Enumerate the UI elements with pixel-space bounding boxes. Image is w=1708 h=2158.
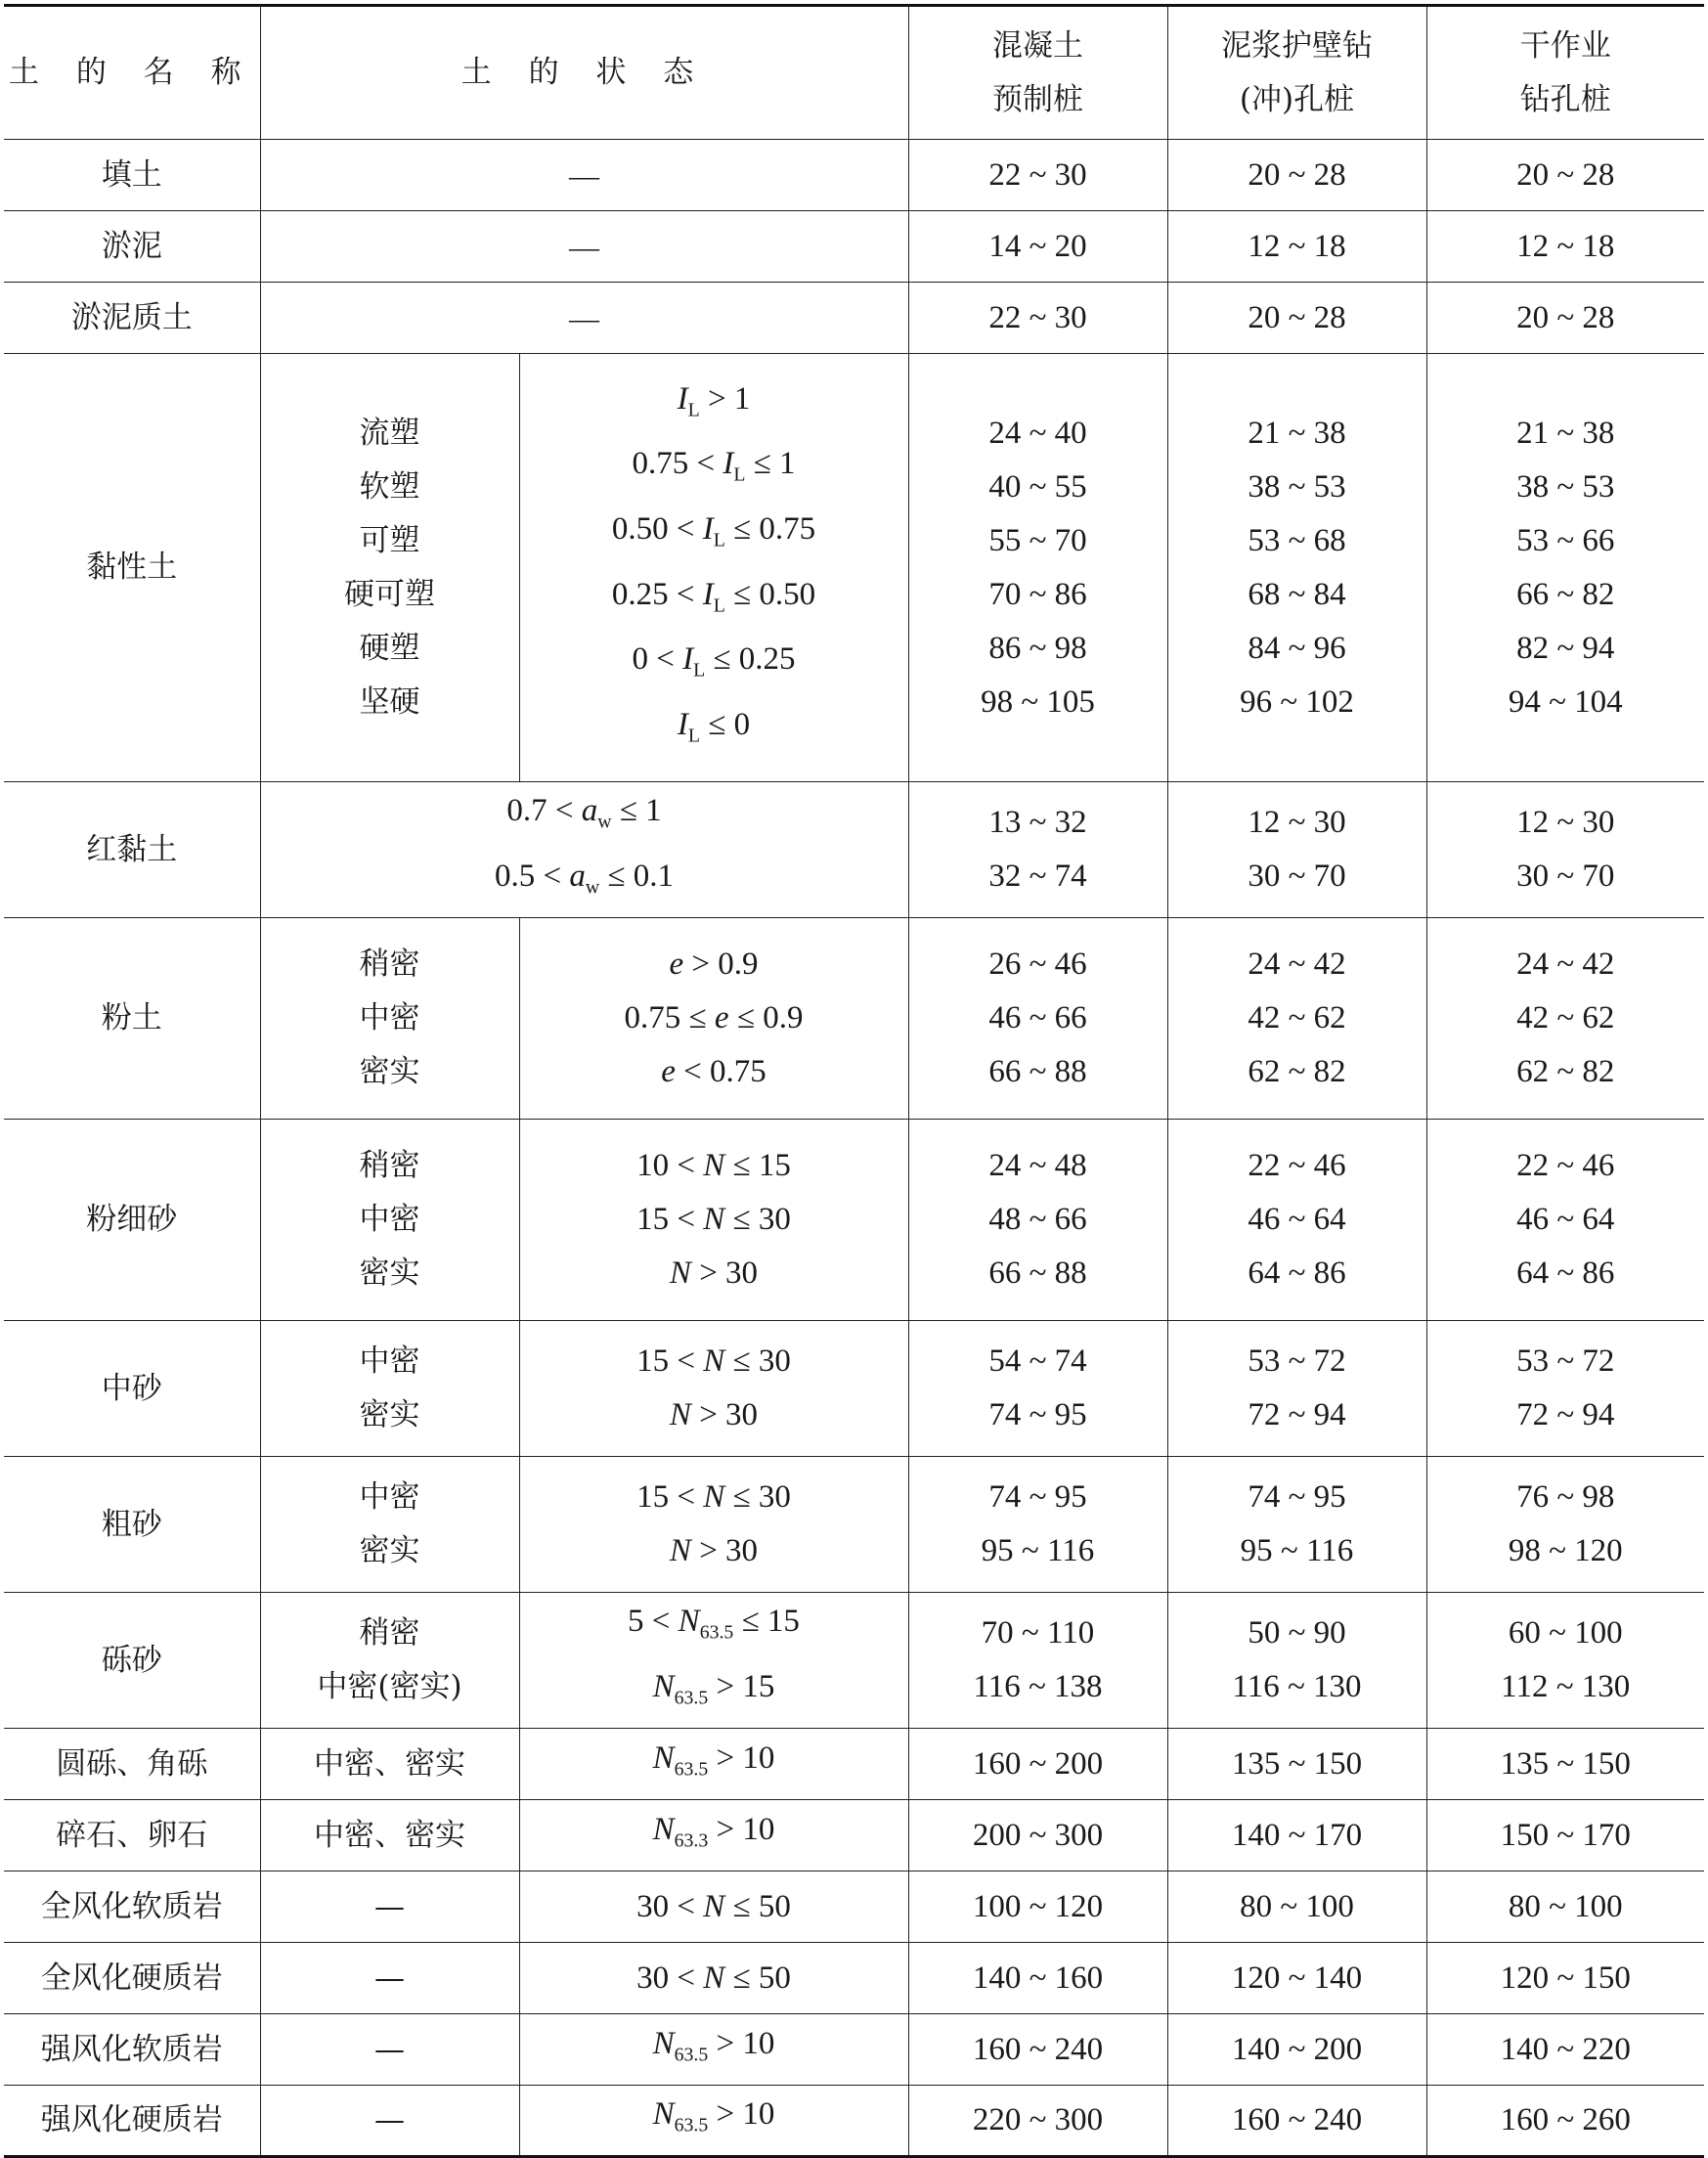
header-soil-name: 土 的 名 称	[4, 6, 260, 140]
cell-line: 填土	[101, 156, 162, 193]
cell-line: —	[569, 300, 599, 335]
value-line: 12 ~ 30	[1248, 805, 1346, 840]
precast-pile-value-cell	[908, 1943, 1167, 2014]
dry-pile-value-cell	[1426, 1872, 1704, 1943]
mud-pile-value-cell	[1167, 1872, 1426, 1943]
value-line: 12 ~ 18	[1248, 228, 1346, 264]
value-line: 46 ~ 64	[1248, 1202, 1346, 1237]
value-line: 22 ~ 46	[1516, 1148, 1615, 1183]
soil-state-cell	[260, 1872, 519, 1943]
value-line: 66 ~ 88	[988, 1255, 1087, 1291]
value-line: 60 ~ 100	[1508, 1615, 1623, 1651]
cell-line: 粉细砂	[86, 1202, 178, 1237]
table-row	[4, 2014, 1704, 2086]
precast-pile-value-cell	[908, 1321, 1167, 1457]
soil-name-cell	[4, 1593, 260, 1729]
soil-name-cell	[4, 1800, 260, 1872]
soil-state-cell	[260, 283, 908, 354]
value-line: 120 ~ 140	[1231, 1960, 1363, 1996]
header-line: 泥浆护壁钻	[1221, 27, 1373, 64]
state-line: 软塑	[359, 468, 420, 505]
condition-line: 10 < N ≤ 15	[636, 1148, 791, 1183]
soil-state-cell	[260, 1729, 519, 1800]
precast-pile-value-cell	[908, 140, 1167, 211]
value-line: 53 ~ 66	[1516, 522, 1615, 558]
dry-pile-value-cell	[1426, 918, 1704, 1120]
header-soil-state: 土 的 状 态	[260, 6, 908, 140]
value-line: 86 ~ 98	[988, 630, 1087, 666]
value-line: 95 ~ 116	[981, 1533, 1095, 1568]
precast-pile-value-cell	[908, 283, 1167, 354]
table-row	[4, 140, 1704, 211]
value-line: 20 ~ 28	[1248, 299, 1346, 335]
value-line: 42 ~ 62	[1248, 1000, 1346, 1035]
precast-pile-value-cell	[908, 211, 1167, 283]
soil-state-cell	[260, 1321, 519, 1457]
state-line: 硬塑	[359, 630, 420, 666]
precast-pile-value-cell	[908, 1457, 1167, 1593]
value-line: 62 ~ 82	[1516, 1054, 1615, 1089]
precast-pile-value-cell	[908, 2014, 1167, 2086]
header-dry-pile	[1426, 6, 1704, 140]
dry-pile-value-cell	[1426, 1943, 1704, 2014]
precast-pile-value-cell	[908, 354, 1167, 782]
soil-name-cell	[4, 782, 260, 918]
dry-pile-value-cell	[1426, 1729, 1704, 1800]
soil-condition-cell	[519, 1321, 908, 1457]
value-line: 21 ~ 38	[1516, 415, 1615, 451]
soil-state-cell	[260, 1457, 519, 1593]
condition-line: N > 30	[669, 1255, 759, 1291]
state-line: 稍密	[359, 947, 420, 982]
soil-name-cell	[4, 918, 260, 1120]
soil-condition-cell	[519, 1872, 908, 1943]
condition-line: $N_{63.5} > 15$	[652, 1669, 775, 1709]
value-line: 30 ~ 70	[1516, 859, 1615, 894]
soil-state-cell	[260, 2014, 519, 2086]
value-line: 66 ~ 88	[988, 1054, 1087, 1089]
header-precast-pile	[908, 6, 1167, 140]
soil-state-cell	[260, 1800, 519, 1872]
value-line: 40 ~ 55	[988, 468, 1087, 505]
condition-line: $0 < I_L \le 0.25$	[632, 641, 796, 682]
state-line: 硬可塑	[344, 576, 435, 612]
value-line: 50 ~ 90	[1248, 1615, 1346, 1651]
state-line: 中密(密实)	[317, 1669, 462, 1704]
value-line: 14 ~ 20	[988, 228, 1087, 264]
cell-line: 淤泥	[101, 228, 162, 264]
mud-pile-value-cell	[1167, 782, 1426, 918]
value-line: 96 ~ 102	[1240, 683, 1354, 720]
soil-state-cell	[260, 140, 908, 211]
soil-condition-cell	[519, 918, 908, 1120]
header-line: 混凝土	[992, 27, 1083, 64]
header-line: 干作业	[1519, 27, 1611, 64]
dry-pile-value-cell	[1426, 211, 1704, 283]
soil-condition-cell	[519, 1457, 908, 1593]
value-line: 32 ~ 74	[988, 859, 1087, 894]
soil-state-cell	[260, 2086, 519, 2157]
soil-name-cell	[4, 354, 260, 782]
condition-line: $N_{63.5} > 10$	[652, 1740, 775, 1781]
value-line: 22 ~ 30	[988, 156, 1087, 193]
condition-line: $0.75 < I_L \le 1$	[632, 446, 796, 486]
condition-line: $N_{63.3} > 10$	[652, 1811, 775, 1852]
mud-pile-value-cell	[1167, 1593, 1426, 1729]
dry-pile-value-cell	[1426, 354, 1704, 782]
value-line: 116 ~ 138	[973, 1669, 1103, 1704]
value-line: 20 ~ 28	[1516, 299, 1615, 335]
value-line: 26 ~ 46	[988, 947, 1087, 982]
value-line: 53 ~ 68	[1248, 522, 1346, 558]
mud-pile-value-cell	[1167, 2086, 1426, 2157]
value-line: 20 ~ 28	[1248, 156, 1346, 193]
value-line: 53 ~ 72	[1248, 1343, 1346, 1379]
value-line: 24 ~ 40	[988, 415, 1087, 451]
cell-line: —	[569, 229, 599, 264]
value-line: 94 ~ 104	[1508, 683, 1623, 720]
value-line: 120 ~ 150	[1500, 1960, 1631, 1996]
condition-line: $0.50 < I_L \le 0.75$	[611, 510, 816, 551]
condition-line: $I_L \le 0$	[677, 706, 751, 747]
state-line: —	[374, 2031, 405, 2067]
mud-pile-value-cell	[1167, 1943, 1426, 2014]
value-line: 24 ~ 42	[1248, 947, 1346, 982]
value-line: 100 ~ 120	[972, 1888, 1104, 1924]
value-line: 12 ~ 18	[1516, 228, 1615, 264]
dry-pile-value-cell	[1426, 1593, 1704, 1729]
soil-condition-cell	[519, 1800, 908, 1872]
condition-line: 30 < N ≤ 50	[636, 1960, 791, 1996]
condition-line: e > 0.9	[669, 947, 759, 982]
cell-line: 全风化硬质岩	[40, 1960, 223, 1996]
value-line: 24 ~ 42	[1516, 947, 1615, 982]
cell-line: 砾砂	[101, 1642, 162, 1678]
precast-pile-value-cell	[908, 782, 1167, 918]
condition-line: $0.7 < a_w \le 1$	[506, 793, 662, 833]
soil-condition-cell	[519, 354, 908, 782]
value-line: 135 ~ 150	[1500, 1745, 1631, 1782]
cell-line: 中砂	[101, 1370, 162, 1406]
state-line: —	[374, 1960, 405, 1996]
value-line: 12 ~ 30	[1516, 805, 1615, 840]
soil-state-cell	[260, 918, 519, 1120]
soil-name-cell	[4, 1120, 260, 1321]
value-line: 53 ~ 72	[1516, 1343, 1615, 1379]
table-row	[4, 1593, 1704, 1729]
table-row	[4, 1321, 1704, 1457]
cell-line: 红黏土	[86, 831, 178, 867]
state-line: 中密	[359, 1202, 420, 1237]
state-line: 密实	[359, 1054, 420, 1089]
value-line: 48 ~ 66	[988, 1202, 1087, 1237]
cell-line: 碎石、卵石	[56, 1817, 208, 1853]
dry-pile-value-cell	[1426, 1800, 1704, 1872]
value-line: 20 ~ 28	[1516, 156, 1615, 193]
value-line: 46 ~ 66	[988, 1000, 1087, 1035]
mud-pile-value-cell	[1167, 283, 1426, 354]
value-line: 160 ~ 240	[972, 2031, 1104, 2067]
condition-line: $N_{63.5} > 10$	[652, 2025, 775, 2066]
mud-pile-value-cell	[1167, 1457, 1426, 1593]
header-line: (冲)孔桩	[1239, 81, 1355, 117]
soil-name-cell	[4, 1943, 260, 2014]
value-line: 72 ~ 94	[1516, 1397, 1615, 1432]
soil-name-cell	[4, 1457, 260, 1593]
mud-pile-value-cell	[1167, 1729, 1426, 1800]
mud-pile-value-cell	[1167, 918, 1426, 1120]
condition-line: 15 < N ≤ 30	[636, 1479, 791, 1515]
value-line: 24 ~ 48	[988, 1148, 1087, 1183]
soil-state-cell	[260, 211, 908, 283]
value-line: 13 ~ 32	[988, 805, 1087, 840]
value-line: 54 ~ 74	[988, 1343, 1087, 1379]
value-line: 84 ~ 96	[1248, 630, 1346, 666]
value-line: 82 ~ 94	[1516, 630, 1615, 666]
table-row	[4, 2086, 1704, 2157]
value-line: 98 ~ 105	[981, 683, 1095, 720]
condition-line: $5 < N_{63.5} \le 15$	[628, 1604, 800, 1644]
table-row	[4, 782, 1704, 918]
pile-side-resistance-table	[4, 4, 1704, 2158]
state-line: 中密	[359, 1343, 420, 1379]
table-row	[4, 918, 1704, 1120]
soil-condition-cell	[260, 782, 908, 918]
dry-pile-value-cell	[1426, 2014, 1704, 2086]
soil-condition-cell	[519, 2086, 908, 2157]
state-line: —	[374, 2102, 405, 2137]
state-line: 稍密	[359, 1148, 420, 1183]
cell-line: 粗砂	[101, 1506, 162, 1542]
value-line: 150 ~ 170	[1500, 1817, 1631, 1853]
value-line: 220 ~ 300	[972, 2102, 1104, 2137]
condition-line: $N_{63.5} > 10$	[652, 2096, 775, 2136]
precast-pile-value-cell	[908, 918, 1167, 1120]
value-line: 160 ~ 200	[972, 1745, 1104, 1782]
condition-line: $I_L > 1$	[677, 380, 751, 421]
mud-pile-value-cell	[1167, 211, 1426, 283]
dry-pile-value-cell	[1426, 283, 1704, 354]
soil-name-cell	[4, 2014, 260, 2086]
soil-name-cell	[4, 283, 260, 354]
cell-line: —	[569, 157, 599, 193]
mud-pile-value-cell	[1167, 1321, 1426, 1457]
state-line: 可塑	[359, 522, 420, 558]
value-line: 66 ~ 82	[1516, 576, 1615, 612]
condition-line: e < 0.75	[661, 1054, 766, 1089]
mud-pile-value-cell	[1167, 2014, 1426, 2086]
soil-name-cell	[4, 1872, 260, 1943]
soil-condition-cell	[519, 1120, 908, 1321]
table-row	[4, 1120, 1704, 1321]
condition-line: $0.5 < a_w \le 0.1$	[494, 859, 675, 899]
value-line: 64 ~ 86	[1516, 1255, 1615, 1291]
condition-line: 0.75 ≤ e ≤ 0.9	[624, 1000, 804, 1035]
value-line: 140 ~ 200	[1231, 2031, 1363, 2067]
precast-pile-value-cell	[908, 1872, 1167, 1943]
value-line: 68 ~ 84	[1248, 576, 1346, 612]
table-row	[4, 354, 1704, 782]
state-line: 中密	[359, 1479, 420, 1515]
condition-line: 15 < N ≤ 30	[636, 1202, 791, 1237]
precast-pile-value-cell	[908, 1800, 1167, 1872]
state-line: 密实	[359, 1255, 420, 1291]
condition-line: 30 < N ≤ 50	[636, 1888, 791, 1924]
value-line: 112 ~ 130	[1501, 1669, 1631, 1704]
header-row	[4, 6, 1704, 140]
value-line: 70 ~ 110	[981, 1615, 1095, 1651]
precast-pile-value-cell	[908, 1729, 1167, 1800]
condition-line: N > 30	[669, 1397, 759, 1432]
state-line: 流塑	[359, 415, 420, 451]
soil-state-cell	[260, 1120, 519, 1321]
cell-line: 圆砾、角砾	[56, 1745, 208, 1782]
table-row	[4, 211, 1704, 283]
mud-pile-value-cell	[1167, 1800, 1426, 1872]
state-line: 稍密	[359, 1615, 420, 1651]
cell-line: 全风化软质岩	[40, 1888, 223, 1924]
cell-line: 粉土	[101, 1000, 162, 1035]
table-row	[4, 1872, 1704, 1943]
value-line: 72 ~ 94	[1248, 1397, 1346, 1432]
value-line: 74 ~ 95	[988, 1397, 1087, 1432]
value-line: 74 ~ 95	[988, 1479, 1087, 1515]
dry-pile-value-cell	[1426, 2086, 1704, 2157]
value-line: 55 ~ 70	[988, 522, 1087, 558]
soil-condition-cell	[519, 1943, 908, 2014]
precast-pile-value-cell	[908, 1120, 1167, 1321]
cell-line: 强风化硬质岩	[40, 2102, 223, 2137]
precast-pile-value-cell	[908, 2086, 1167, 2157]
value-line: 116 ~ 130	[1232, 1669, 1362, 1704]
condition-line: 15 < N ≤ 30	[636, 1343, 791, 1379]
value-line: 160 ~ 240	[1231, 2102, 1363, 2137]
cell-line: 强风化软质岩	[40, 2031, 223, 2067]
state-line: 中密	[359, 1000, 420, 1035]
soil-condition-cell	[519, 2014, 908, 2086]
value-line: 42 ~ 62	[1516, 1000, 1615, 1035]
cell-line: 黏性土	[86, 550, 178, 585]
precast-pile-value-cell	[908, 1593, 1167, 1729]
value-line: 70 ~ 86	[988, 576, 1087, 612]
condition-line: $0.25 < I_L \le 0.50$	[611, 576, 816, 617]
dry-pile-value-cell	[1426, 140, 1704, 211]
value-line: 140 ~ 170	[1231, 1817, 1363, 1853]
value-line: 22 ~ 46	[1248, 1148, 1346, 1183]
value-line: 140 ~ 220	[1500, 2031, 1631, 2067]
value-line: 95 ~ 116	[1240, 1533, 1354, 1568]
state-line: 坚硬	[359, 683, 420, 720]
soil-condition-cell	[519, 1729, 908, 1800]
state-line: 中密、密实	[314, 1745, 465, 1782]
value-line: 30 ~ 70	[1248, 859, 1346, 894]
state-line: 密实	[359, 1533, 420, 1568]
value-line: 80 ~ 100	[1508, 1888, 1623, 1924]
state-line: 中密、密实	[314, 1817, 465, 1853]
value-line: 22 ~ 30	[988, 299, 1087, 335]
value-line: 62 ~ 82	[1248, 1054, 1346, 1089]
value-line: 200 ~ 300	[972, 1817, 1104, 1853]
header-line: 钻孔桩	[1519, 81, 1611, 117]
cell-line: 淤泥质土	[70, 299, 193, 335]
value-line: 76 ~ 98	[1516, 1479, 1615, 1515]
mud-pile-value-cell	[1167, 354, 1426, 782]
value-line: 38 ~ 53	[1516, 468, 1615, 505]
soil-name-cell	[4, 211, 260, 283]
soil-name-cell	[4, 1729, 260, 1800]
value-line: 160 ~ 260	[1500, 2102, 1631, 2137]
value-line: 98 ~ 120	[1508, 1533, 1623, 1568]
table-row	[4, 283, 1704, 354]
dry-pile-value-cell	[1426, 1457, 1704, 1593]
dry-pile-value-cell	[1426, 1321, 1704, 1457]
state-line: 密实	[359, 1397, 420, 1432]
soil-name-cell	[4, 2086, 260, 2157]
value-line: 74 ~ 95	[1248, 1479, 1346, 1515]
soil-name-cell	[4, 1321, 260, 1457]
header-mud-pile	[1167, 6, 1426, 140]
value-line: 135 ~ 150	[1231, 1745, 1363, 1782]
condition-line: N > 30	[669, 1533, 759, 1568]
state-line: —	[374, 1888, 405, 1924]
table-row	[4, 1800, 1704, 1872]
soil-state-cell	[260, 354, 519, 782]
soil-name-cell	[4, 140, 260, 211]
table-row	[4, 1457, 1704, 1593]
mud-pile-value-cell	[1167, 140, 1426, 211]
soil-condition-cell	[519, 1593, 908, 1729]
dry-pile-value-cell	[1426, 782, 1704, 918]
value-line: 46 ~ 64	[1516, 1202, 1615, 1237]
soil-state-cell	[260, 1943, 519, 2014]
soil-state-cell	[260, 1593, 519, 1729]
mud-pile-value-cell	[1167, 1120, 1426, 1321]
value-line: 64 ~ 86	[1248, 1255, 1346, 1291]
header-line: 预制桩	[992, 81, 1083, 117]
dry-pile-value-cell	[1426, 1120, 1704, 1321]
value-line: 21 ~ 38	[1248, 415, 1346, 451]
table-row	[4, 1729, 1704, 1800]
value-line: 140 ~ 160	[972, 1960, 1104, 1996]
table-row	[4, 1943, 1704, 2014]
value-line: 80 ~ 100	[1240, 1888, 1354, 1924]
value-line: 38 ~ 53	[1248, 468, 1346, 505]
